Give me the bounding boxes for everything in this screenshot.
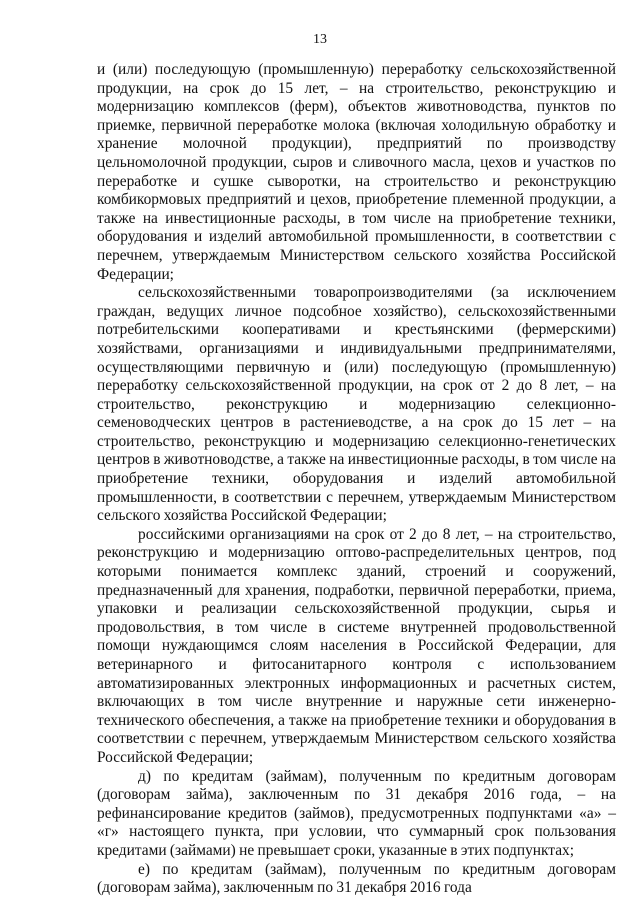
paragraph-4: д) по кредитам (займам), полученным по кредитным договорам (договорам займа), заключенным по 31 декабря 2016 года, – на рефинансирование кредитов (займов), предусмотренных подпунктами «а» – «г» настоящего пункта, при условии, что суммарный срок пользования кредитами (займами) не превышает сроки, указанные в этих подпунктах; [97, 767, 616, 859]
paragraph-1: и (или) последующую (промышленную) переработку сельскохозяйственной продукции, на срок до 15 лет, – на строительство, реконструкцию и модернизацию комплексов (ферм), объектов животноводства, пунктов по приемке, первичной переработке молока (включая холодильную обработку и хранение молочной продукции), предприятий по производству цельномолочной продукции, сыров и сливочного масла, цехов и участков по переработке и сушке сыворотки, на строительство и реконструкцию комбикормовых предприятий и цехов, приобретение племенной продукции, а также на инвестиционные расходы, в том числе на приобретение техники, оборудования и изделий автомобильной промышленности, в соответствии с перечнем, утверждаемым Министерством сельского хозяйства Российской Федерации; [97, 61, 616, 283]
paragraph-2: сельскохозяйственными товаропроизводителями (за исключением граждан, ведущих личное подсобное хозяйство), сельскохозяйственными потребительскими кооперативами и крестьянскими (фермерскими) хозяйствами, организациями и индивидуальными предпринимателями, осуществляющими первичную и (или) последующую (промышленную) переработку сельскохозяйственной продукции, на срок от 2 до 8 лет, – на строительство, реконструкцию и модернизацию селекционно-семеноводческих центров в растениеводстве, а на срок до 15 лет – на строительство, реконструкцию и модернизацию селекционно-генетических центров в животноводстве, а также на инвестиционные расходы, в том числе на приобретение техники, оборудования и изделий автомобильной промышленности, в соответствии с перечнем, утверждаемым Министерством сельского хозяйства Российской Федерации; [97, 284, 616, 525]
document-body [97, 61, 616, 898]
paragraph-5: е) по кредитам (займам), полученным по кредитным договорам (договорам займа), заключенным по 31 декабря 2016 года [97, 860, 616, 897]
paragraph-3: российскими организациями на срок от 2 до 8 лет, – на строительство, реконструкцию и модернизацию оптово-распределительных центров, под которыми понимается комплекс зданий, строений и сооружений, предназначенный для хранения, подработки, первичной переработки, приема, упаковки и реализации сельскохозяйственной продукции, сырья и продовольствия, в том числе в системе внутренней продовольственной помощи нуждающимся слоям населения в Российской Федерации, для ветеринарного и фитосанитарного контроля с использованием автоматизированных электронных информационных и расчетных систем, включающих в том числе внутренние и наружные сети инженерно-технического обеспечения, а также на приобретение техники и оборудования в соответствии с перечнем, утверждаемым Министерством сельского хозяйства Российской Федерации; [97, 525, 616, 766]
page-number: 13 [313, 32, 327, 47]
